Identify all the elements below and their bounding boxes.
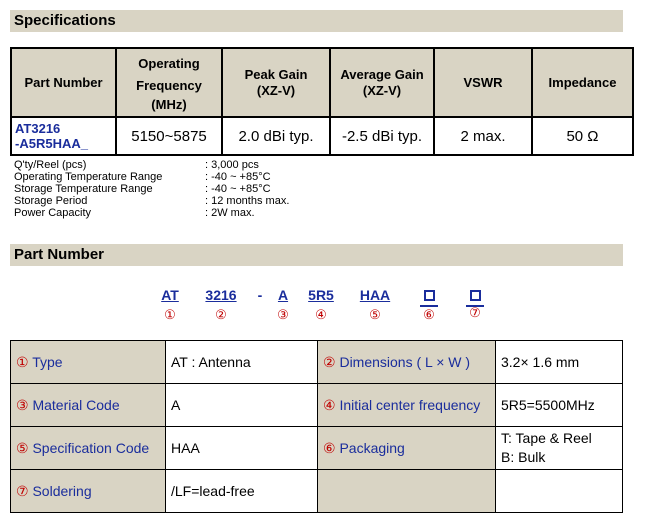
packaging-option: T: Tape & Reel [501,430,592,446]
label-material [11,384,166,427]
code-number-3: ③ [277,307,289,322]
cell-frequency: 5150~5875 [116,117,222,155]
empty-label-cell [318,470,496,513]
label-text: Dimensions ( L × W ) [339,353,471,370]
circled-number: ③ [16,396,29,413]
code-row-2 [11,384,623,427]
circled-number: ⑦ [16,482,29,499]
label-specification-code [11,427,166,470]
header-vswr: VSWR [434,48,532,117]
empty-value-cell [496,470,623,513]
value-packaging [496,427,623,470]
value-dimensions: 3.2× 1.6 mm [496,341,623,384]
spec-label: Storage Period [14,195,88,207]
header-peak-gain [222,48,330,117]
code-soldering-box [468,287,482,303]
spec-data-row [11,117,633,155]
label-text: Type [32,353,63,370]
label-soldering [11,470,166,513]
circled-number: ⑤ [16,439,29,456]
value-soldering: /LF=lead-free [166,470,318,513]
code-row-4 [11,470,623,513]
spec-label: Storage Temperature Range [14,183,153,195]
header-frequency-line3: (MHz) [151,96,187,112]
spec-value: : 3,000 pcs [205,159,259,171]
part-number-line2: -A5R5HAA_ [15,136,88,151]
spec-value: : -40 ~ +85°C [205,183,271,195]
spec-label: Q'ty/Reel (pcs) [14,159,87,171]
code-number-6: ⑥ [423,307,435,322]
circled-number: ⑥ [323,439,336,456]
packaging-option: B: Bulk [501,449,546,465]
code-number-7: ⑦ [469,305,481,320]
label-text: Packaging [339,439,405,456]
spec-value: : 12 months max. [205,195,290,207]
label-packaging [318,427,496,470]
header-avg-line1: Average Gain [340,66,424,82]
spec-value: : -40 ~ +85°C [205,171,271,183]
label-type [11,341,166,384]
spec-list [14,159,289,219]
part-number-code [0,287,665,327]
cell-impedance: 50 Ω [532,117,633,155]
spec-list-item [14,207,289,219]
code-frequency: 5R5 [308,287,334,303]
cell-average-gain: -2.5 dBi typ. [330,117,434,155]
label-initial-frequency [318,384,496,427]
header-frequency-line1: Operating [138,55,200,71]
spec-label: Power Capacity [14,207,92,219]
code-dash: - [257,287,263,303]
circled-number: ④ [323,396,336,413]
part-number-heading: Part Number [10,244,623,266]
label-text: Initial center frequency [339,396,481,413]
code-packaging-box [422,287,436,303]
circled-number: ② [323,353,336,370]
code-series: AT [161,287,179,303]
spec-list-item [14,159,289,171]
header-frequency-line2: Frequency [136,77,202,93]
square-icon [470,290,481,301]
square-icon [424,290,435,301]
header-frequency [116,48,222,117]
value-material: A [166,384,318,427]
label-text: Soldering [32,482,92,499]
code-dimensions: 3216 [205,287,237,303]
header-impedance: Impedance [532,48,633,117]
value-initial-frequency: 5R5=5500MHz [496,384,623,427]
part-number-code-table [10,340,623,513]
code-material: A [277,287,289,303]
code-row-1 [11,341,623,384]
spec-list-item [14,183,289,195]
label-dimensions [318,341,496,384]
cell-part-number [11,117,116,155]
code-spec: HAA [359,287,391,303]
spec-list-item [14,195,289,207]
spec-label: Operating Temperature Range [14,171,163,183]
code-number-5: ⑤ [369,307,381,322]
header-part-number: Part Number [11,48,116,117]
header-average-gain [330,48,434,117]
circled-number: ① [16,353,29,370]
cell-vswr: 2 max. [434,117,532,155]
spec-header-row [11,48,633,117]
label-text: Material Code [32,396,120,413]
specifications-heading: Specifications [10,10,623,32]
code-number-4: ④ [315,307,327,322]
cell-peak-gain: 2.0 dBi typ. [222,117,330,155]
spec-list-item [14,171,289,183]
value-specification-code: HAA [166,427,318,470]
header-peak-line2: (XZ-V) [256,82,296,98]
value-type: AT : Antenna [166,341,318,384]
code-number-2: ② [215,307,227,322]
label-text: Specification Code [32,439,150,456]
specifications-table [10,47,634,156]
header-avg-line2: (XZ-V) [362,82,402,98]
header-peak-line1: Peak Gain [244,66,308,82]
spec-value: : 2W max. [205,207,255,219]
code-row-3 [11,427,623,470]
code-number-1: ① [164,307,176,322]
part-number-line1: AT3216 [15,121,61,136]
